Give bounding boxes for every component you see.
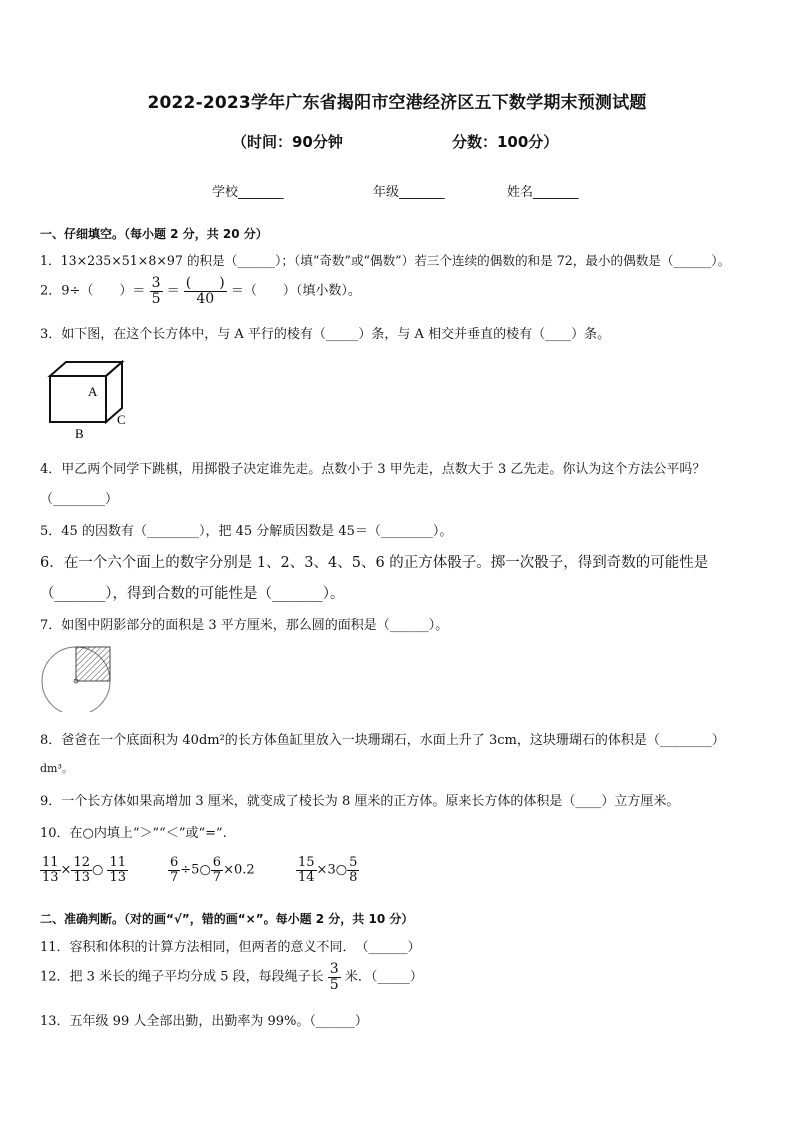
q10-expression-2 <box>168 856 255 884</box>
question-8-line2: dm³。 <box>40 762 73 775</box>
q10-e1-fraction-2 <box>71 856 92 884</box>
question-13: 13．五年级 99 人全部出勤，出勤率为 99%。（______） <box>40 1014 368 1029</box>
q10-e1-fraction-1 <box>40 856 61 884</box>
q10-expression-3 <box>296 856 359 884</box>
q10-e1-f3-den: 13 <box>109 869 127 885</box>
q12-denominator: 5 <box>329 976 339 993</box>
cuboid-label-b: B <box>75 426 84 441</box>
q10-e1-f3-num: 11 <box>109 855 127 870</box>
q10-e3-f2-den: 8 <box>349 869 358 885</box>
q12-fraction <box>328 962 341 992</box>
page-title: 2022-2023学年广东省揭阳市空港经济区五下数学期末预测试题 <box>147 93 647 113</box>
q10-e3-f2-num: 5 <box>349 855 358 870</box>
cuboid-label-a: A <box>88 384 98 399</box>
section1-heading: 一、仔细填空。（每小题 2 分，共 20 分） <box>40 227 268 241</box>
q12-prefix: 12．把 3 米长的绳子平均分成 5 段，每段绳子长 <box>40 969 324 985</box>
question-10: 10．在○内填上“＞”“＜”或“=”. <box>40 826 227 841</box>
q2-suffix: ＝（ ）（填小数）。 <box>230 283 361 299</box>
question-1: 1．13×235×51×8×97 的积是（______）；（填“奇数”或“偶数”）若三个连续的偶数的和是 72，最小的偶数是（______）。 <box>40 253 731 268</box>
school-field: 学校_______ <box>212 185 284 200</box>
question-4-line2: （________） <box>40 492 119 507</box>
q10-e2-mid: ÷5○ <box>180 862 211 878</box>
q10-e1-f1-den: 13 <box>42 869 59 885</box>
q10-e3-fraction-1 <box>296 856 317 884</box>
q12-suffix: 米．（_____） <box>344 969 423 985</box>
question-5: 5．45 的因数有（________），把 45 分解质因数是 45＝（________）。 <box>40 524 453 539</box>
q2-equals: ＝ <box>166 283 180 299</box>
cuboid-figure <box>44 358 136 444</box>
q2-fraction-2 <box>184 276 227 306</box>
q10-e1-f1-num: 11 <box>42 855 59 870</box>
q10-e1-fraction-3 <box>107 856 128 884</box>
q10-e2-f2-num: 6 <box>212 855 222 870</box>
section2-heading: 二、准确判断。（对的画“√”，错的画“×”。每小题 2 分，共 10 分） <box>40 912 414 926</box>
question-2 <box>40 276 361 306</box>
q10-e3-f1-den: 14 <box>298 869 315 885</box>
q12-numerator: 3 <box>329 961 339 977</box>
circle-figure <box>40 640 116 712</box>
question-6-line1: 6．在一个六个面上的数字分别是 1、2、3、4、5、6 的正方体骰子。掷一次骰子，得到奇数的可能性是 <box>40 555 709 571</box>
question-8-line1: 8．爸爸在一个底面积为 40dm²的长方体鱼缸里放入一块珊瑚石，水面上升了 3cm，这块珊瑚石的体积是（________） <box>40 733 725 748</box>
q10-e2-fraction-1 <box>168 856 180 884</box>
q10-e1-f2-num: 12 <box>73 855 90 870</box>
question-4-line1: 4．甲乙两个同学下跳棋，用掷骰子决定谁先走。点数小于 3 甲先走，点数大于 3 乙先走。你认为这个方法公平吗？ <box>40 462 706 477</box>
question-9: 9．一个长方体如果高增加 3 厘米，就变成了棱长为 8 厘米的正方体。原来长方体的体积是（____）立方厘米。 <box>40 794 680 809</box>
q2-f2-numerator: ( ) <box>185 275 225 291</box>
question-7: 7．如图中阴影部分的面积是 3 平方厘米，那么圆的面积是（______）。 <box>40 618 449 633</box>
q10-e1-op: × <box>60 862 72 878</box>
q2-prefix: 2．9÷（ ）＝ <box>40 283 146 299</box>
q10-e2-f1-den: 7 <box>170 869 179 885</box>
q2-f1-denominator: 5 <box>151 290 161 307</box>
q10-e1-f2-den: 13 <box>73 869 90 885</box>
q10-e3-fraction-2 <box>347 856 359 884</box>
question-12 <box>40 962 423 992</box>
q10-e3-f1-num: 15 <box>298 855 315 870</box>
q2-fraction-1 <box>150 276 163 306</box>
grade-field: 年级_______ <box>373 185 445 200</box>
q2-f2-denominator: 40 <box>196 290 215 307</box>
q10-e2-f1-num: 6 <box>170 855 179 870</box>
q2-f1-numerator: 3 <box>151 275 161 291</box>
q10-e2-f2-den: 7 <box>212 869 222 885</box>
question-6-line2: （_______），得到合数的可能性是（_______）。 <box>40 586 345 602</box>
exam-score: 分数：100分） <box>452 133 559 151</box>
cuboid-label-c: C <box>117 412 126 427</box>
question-3: 3．如下图，在这个长方体中，与 A 平行的棱有（_____）条，与 A 相交并垂直的棱有（____）条。 <box>40 327 611 342</box>
exam-time: （时间：90分钟 <box>232 133 343 151</box>
q10-e3-mid: ×3○ <box>316 862 348 878</box>
name-field: 姓名_______ <box>507 185 579 200</box>
q10-e2-tail: ×0.2 <box>223 862 255 878</box>
question-11: 11．容积和体积的计算方法相同，但两者的意义不同． （______） <box>40 940 421 955</box>
q10-e2-fraction-2 <box>211 856 223 884</box>
q10-expression-1 <box>40 856 128 884</box>
q10-e1-circle: ○ <box>92 862 104 878</box>
